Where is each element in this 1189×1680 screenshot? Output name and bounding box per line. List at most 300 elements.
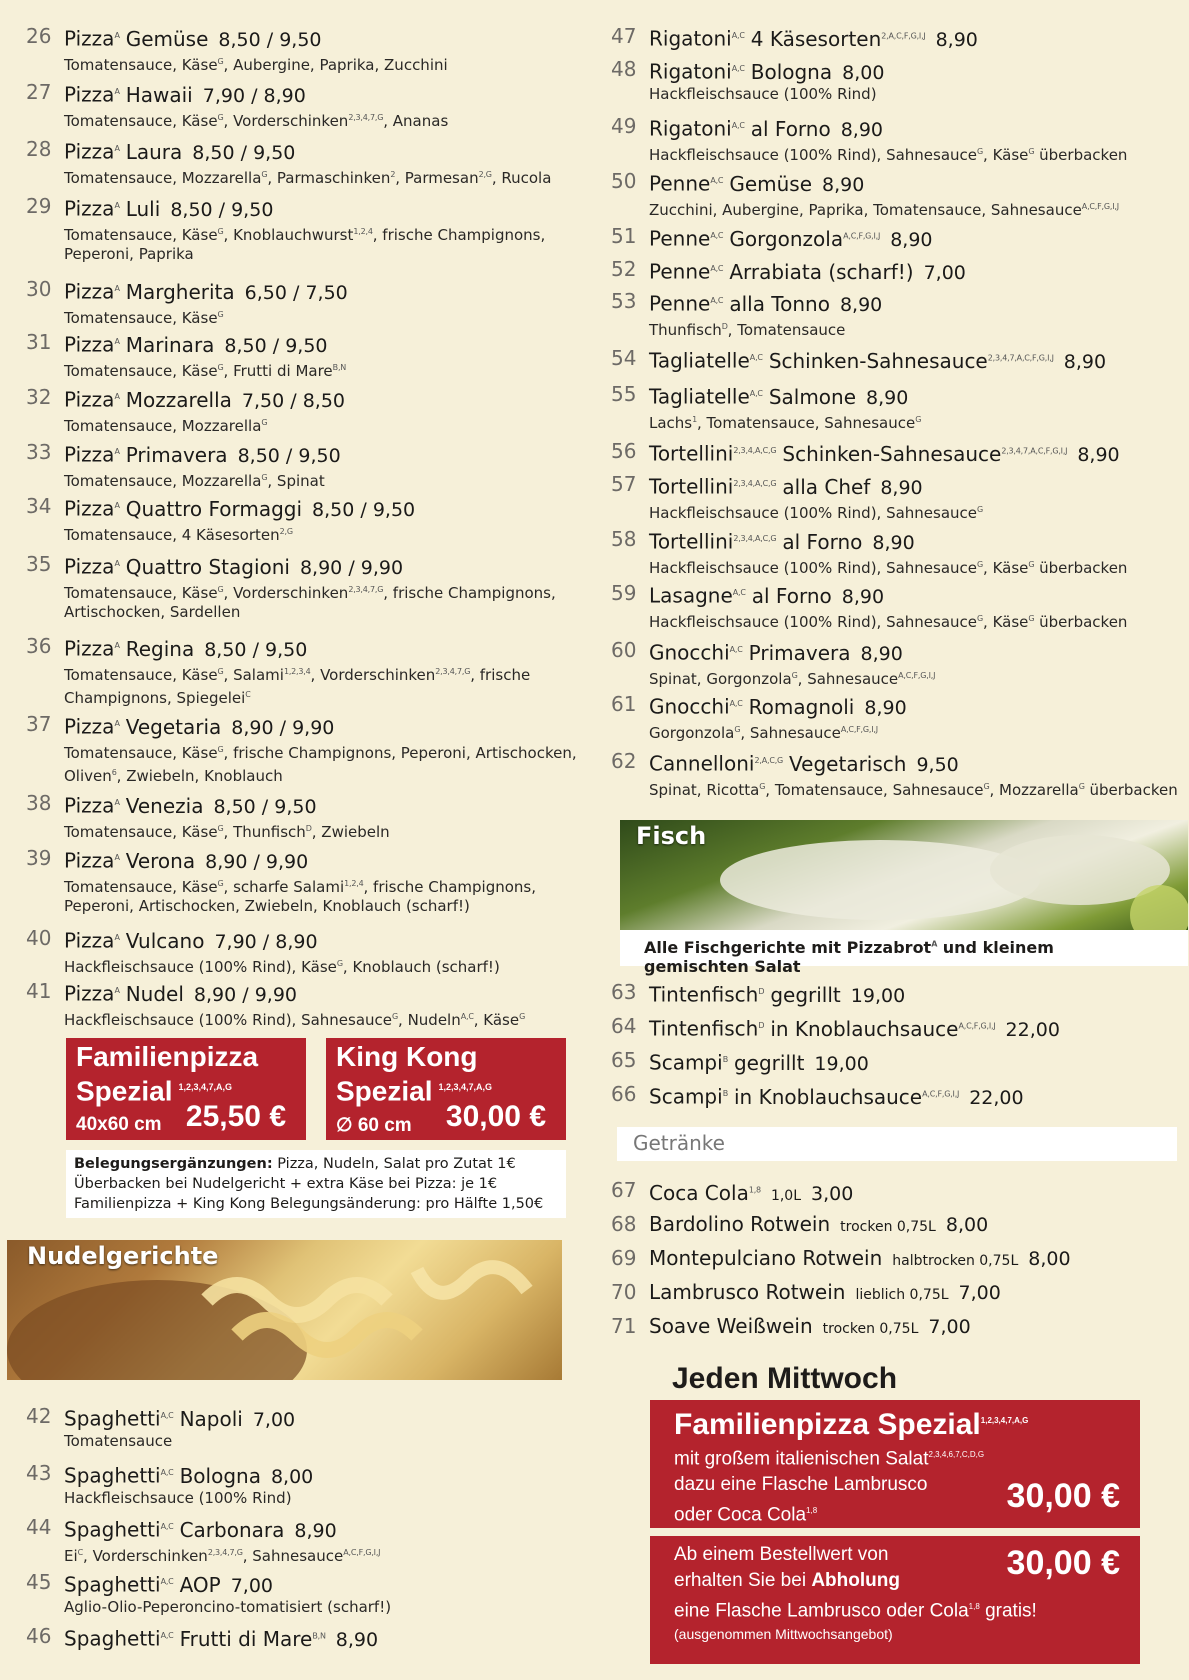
menu-item <box>611 749 1188 800</box>
item-price: 7,00 <box>252 1408 296 1431</box>
item-name: Pizza <box>64 554 115 579</box>
item-number: 33 <box>26 440 52 464</box>
item-description-allergen: 2,G <box>279 526 293 536</box>
drink-item <box>611 1178 853 1208</box>
item-price: 8,50 / 9,50 <box>170 198 274 221</box>
item-number: 32 <box>26 385 52 409</box>
item-variant: Luli <box>125 196 161 221</box>
item-title <box>64 1515 390 1543</box>
menu-item <box>26 979 535 1030</box>
item-number: 55 <box>611 382 637 406</box>
item-price: 8,90 <box>822 173 865 196</box>
menu-item <box>611 257 966 285</box>
wednesday-line3: oder Coca Cola <box>674 1504 807 1526</box>
item-price: 8,90 / 9,90 <box>205 850 309 873</box>
item-description-allergen: G <box>977 559 984 569</box>
menu-item <box>26 926 510 977</box>
pickup-line4: (ausgenommen Mittwochsangebot) <box>674 1626 893 1643</box>
item-price: 8,50 / 9,50 <box>218 28 322 51</box>
item-allergen: A <box>114 392 120 401</box>
item-description-allergen: G <box>336 958 343 968</box>
drink-item <box>611 1212 988 1239</box>
item-number: 63 <box>611 980 637 1004</box>
menu-item <box>26 80 458 131</box>
menu-item <box>611 692 907 743</box>
item-variant: Gemüse <box>125 26 209 51</box>
drink-price: 7,00 <box>928 1316 971 1338</box>
item-variant: gegrillt <box>770 982 841 1007</box>
drink-size: halbtrocken 0,75L <box>892 1253 1019 1269</box>
kingkong-box-sup: 1,2,3,4,7,A,G <box>438 1082 493 1092</box>
item-variant: Vegetaria <box>125 714 222 739</box>
menu-item <box>611 24 978 52</box>
item-allergen: A,C <box>160 1631 174 1640</box>
item-allergen: A <box>114 559 120 568</box>
item-description-allergen: G <box>217 823 224 833</box>
item-price: 7,90 / 8,90 <box>202 84 306 107</box>
menu-item <box>611 346 1106 374</box>
item-allergen: A <box>114 144 120 153</box>
item-allergen: B <box>722 1055 728 1064</box>
wednesday-headline: Familienpizza Spezial <box>674 1408 981 1441</box>
item-number: 51 <box>611 224 637 248</box>
item-variant: Salmone <box>768 384 857 409</box>
item-description: Tomatensauce, Käse$^G$, Vorderschinken$^{2,3,4,7,G}$, frische Champignons, Artischocken, Sardellen <box>64 583 556 621</box>
item-allergen: B <box>722 1089 728 1098</box>
item-title <box>64 330 356 358</box>
item-description: Tomatensauce, Käse$^G$, Thunfisch$^D$, Zwiebeln <box>64 822 390 841</box>
item-title <box>64 552 595 580</box>
item-variant: in Knoblauchsauce$^{A,C,F,G,I,J}$ <box>733 1084 960 1109</box>
item-variant-allergen: A,C,F,G,I,J <box>843 231 881 240</box>
item-allergen: A,C <box>729 699 743 708</box>
menu-item <box>26 1404 295 1451</box>
item-price: 8,90 <box>840 118 884 141</box>
drink-number: 67 <box>611 1178 637 1202</box>
item-name: Spaghetti <box>64 1406 161 1431</box>
item-number: 29 <box>26 194 52 218</box>
item-description-allergen: 2,3,4,7,G <box>207 1547 243 1557</box>
item-price: 7,00 <box>230 1574 274 1597</box>
item-name: Spaghetti <box>64 1517 161 1542</box>
item-price: 8,90 <box>872 531 915 554</box>
item-price: 8,50 / 9,50 <box>213 795 317 818</box>
item-allergen: A <box>114 337 120 346</box>
item-number: 54 <box>611 346 637 370</box>
item-name: Rigatoni <box>649 116 732 141</box>
extras-line3: Familienpizza + King Kong Belegungsänderung: pro Hälfte 1,50€ <box>74 1196 544 1212</box>
item-description: Tomatensauce <box>64 1431 173 1450</box>
item-description-allergen: G <box>983 781 990 791</box>
item-variant-allergen: A,C,F,G,I,J <box>958 1021 996 1030</box>
item-allergen: 2,A,C,G <box>754 756 784 765</box>
item-number: 53 <box>611 289 637 313</box>
family-box-line1: Familienpizza <box>76 1041 259 1072</box>
item-allergen: A,C <box>160 1468 174 1477</box>
drink-name-allergen: 1,8 <box>748 1185 761 1194</box>
drink-name: Soave Weißwein <box>649 1314 813 1338</box>
item-description: Tomatensauce, Käse$^G$ <box>64 308 224 327</box>
item-variant: Nudel <box>125 981 184 1006</box>
menu-item <box>611 527 1137 578</box>
item-title <box>649 224 933 252</box>
drink-item <box>611 1280 1001 1307</box>
item-variant: Marinara <box>125 332 215 357</box>
item-number: 57 <box>611 472 637 496</box>
item-title <box>64 385 345 413</box>
item-number: 42 <box>26 1404 52 1428</box>
item-price: 8,90 <box>335 1628 379 1651</box>
item-number: 66 <box>611 1082 637 1106</box>
drink-item <box>611 1246 1071 1273</box>
item-number: 64 <box>611 1014 637 1038</box>
item-variant: Napoli <box>179 1406 243 1431</box>
menu-item <box>611 1048 869 1076</box>
item-variant: al Forno <box>751 583 832 608</box>
item-variant: Hawaii <box>125 82 193 107</box>
item-title <box>64 926 510 954</box>
item-price: 19,00 <box>850 984 906 1007</box>
item-name: Lasagne <box>649 583 733 608</box>
item-description-allergen: A,C,F,G,I,J <box>343 1547 381 1557</box>
item-variant: gegrillt <box>733 1050 805 1075</box>
kingkong-box-line2: Spezial <box>336 1075 433 1107</box>
item-description: Tomatensauce, Käse$^G$, Knoblauchwurst$^{1,2,4}$, frische Champignons, Peperoni, Paprika <box>64 225 546 263</box>
item-name: Tintenfisch <box>649 982 759 1007</box>
item-number: 43 <box>26 1461 52 1485</box>
item-name: Rigatoni <box>649 26 732 51</box>
item-allergen: A,C <box>731 31 745 40</box>
item-variant: al Forno <box>750 116 831 141</box>
item-description-allergen: 1,2,4 <box>344 878 364 888</box>
item-variant: Schinken-Sahnesauce$^{2,3,4,7,A,C,F,G,I,J}$ <box>782 441 1068 466</box>
item-allergen: A <box>114 284 120 293</box>
item-allergen: A <box>114 641 120 650</box>
item-name: Pizza <box>64 981 115 1006</box>
item-description: Tomatensauce, Käse$^G$, Frutti di Mare$^{B,N}$ <box>64 361 347 380</box>
menu-item <box>611 1014 1060 1042</box>
item-allergen: A <box>114 201 120 210</box>
item-allergen: A <box>114 798 120 807</box>
drink-name: Lambrusco Rotwein <box>649 1280 846 1304</box>
item-title <box>64 1570 401 1598</box>
item-name: Penne <box>649 226 711 251</box>
item-allergen: A,C <box>729 645 743 654</box>
family-box-line2: Spezial <box>76 1075 173 1107</box>
menu-item <box>611 472 993 523</box>
item-price: 8,90 <box>935 28 978 51</box>
wednesday-title: Jeden Mittwoch <box>672 1362 898 1395</box>
menu-item <box>611 638 945 689</box>
item-name: Pizza <box>64 793 115 818</box>
drink-price: 8,00 <box>945 1214 989 1236</box>
item-name: Pizza <box>64 496 115 521</box>
item-title <box>64 277 348 305</box>
item-allergen: A,C <box>749 389 763 398</box>
wednesday-headline-sup: 1,2,3,4,7,A,G <box>980 1416 1029 1425</box>
item-name: Pizza <box>64 196 115 221</box>
drink-number: 68 <box>611 1212 637 1236</box>
item-description-allergen: G <box>217 56 224 66</box>
item-price: 7,00 <box>923 261 966 284</box>
item-variant: Gorgonzola$^{A,C,F,G,I,J}$ <box>729 226 881 251</box>
drink-number: 70 <box>611 1280 637 1304</box>
item-variant: in Knoblauchsauce$^{A,C,F,G,I,J}$ <box>770 1016 996 1041</box>
item-description: Tomatensauce, Mozzarella$^G$ <box>64 416 268 435</box>
item-title <box>649 346 1106 374</box>
item-price: 8,50 / 9,50 <box>192 141 296 164</box>
item-description: $Ei^C$, Vorderschinken$^{2,3,4,7,G}$, Sahnesauce$^{A,C,F,G,I,J}$ <box>64 1546 381 1565</box>
item-description: Spinat, Ricotta$^G$, Tomatensauce, Sahnesauce$^G$, Mozzarella$^G$ überbacken <box>649 780 1178 799</box>
item-allergen: A,C <box>160 1577 174 1586</box>
item-title <box>649 169 1129 197</box>
kingkong-box-size: ∅ 60 cm <box>336 1115 412 1137</box>
item-variant: Vegetarisch <box>789 751 907 776</box>
item-number: 38 <box>26 791 52 815</box>
item-number: 39 <box>26 846 52 870</box>
item-description-allergen: D <box>721 321 728 331</box>
item-name: Penne <box>649 171 711 196</box>
item-description-allergen: G <box>217 878 224 888</box>
item-variant: Venezia <box>125 793 204 818</box>
item-variant: AOP <box>179 1572 221 1597</box>
item-name: Spaghetti <box>64 1626 161 1651</box>
menu-item <box>26 791 400 842</box>
item-description-allergen: 1,2,3,4 <box>283 666 311 676</box>
item-description-allergen: 1 <box>692 414 698 424</box>
item-name: Pizza <box>64 636 115 661</box>
wednesday-price: 30,00 € <box>1006 1477 1120 1515</box>
item-variant: Mozzarella <box>125 387 232 412</box>
item-variant: 4 Käsesorten$^{2,A,C,F,G,I,J}$ <box>750 26 926 51</box>
item-description-allergen: G <box>977 146 984 156</box>
family-box-price: 25,50 € <box>185 1100 286 1133</box>
item-name: Pizza <box>64 714 115 739</box>
item-price: 8,50 / 9,50 <box>237 444 341 467</box>
menu-item <box>611 224 933 252</box>
item-description-allergen: A,C,F,G,I,J <box>898 670 936 680</box>
item-price: 8,90 <box>866 386 909 409</box>
item-description: Hackfleischsauce (100% Rind), Sahnesauce$^G$, Käse$^G$ überbacken <box>649 558 1128 577</box>
item-name: Spaghetti <box>64 1463 161 1488</box>
menu-item <box>26 440 341 491</box>
item-number: 56 <box>611 439 637 463</box>
item-allergen: A,C <box>160 1522 174 1531</box>
item-name: Tagliatelle <box>649 384 750 409</box>
item-name: Pizza <box>64 279 115 304</box>
item-description-allergen: 1,2,4 <box>353 226 373 236</box>
item-price: 8,90 / 9,90 <box>299 556 404 579</box>
item-description: Tomatensauce, Käse$^G$, Aubergine, Paprika, Zucchini <box>64 55 448 74</box>
item-description: Spinat, Gorgonzola$^G$, Sahnesauce$^{A,C,F,G,I,J}$ <box>649 669 936 688</box>
item-price: 7,50 / 8,50 <box>241 389 346 412</box>
menu-item <box>26 194 595 264</box>
item-number: 46 <box>26 1624 52 1648</box>
item-name: Pizza <box>64 442 115 467</box>
item-allergen: A <box>114 853 120 862</box>
drinks-header: Getränke <box>617 1127 1177 1161</box>
pickup-line2b: Abholung <box>811 1570 900 1591</box>
extras-line1: Pizza, Nudeln, Salat pro Zutat 1€ <box>272 1156 516 1172</box>
item-description-allergen: G <box>915 414 922 424</box>
item-price: 8,90 <box>864 696 907 719</box>
item-variant: alla Chef <box>782 474 871 499</box>
pickup-price: 30,00 € <box>1006 1544 1120 1582</box>
item-description-allergen: G <box>1028 559 1035 569</box>
item-title <box>649 980 905 1008</box>
pickup-line3-sup: 1,8 <box>968 1602 980 1611</box>
menu-item <box>611 382 931 433</box>
item-title <box>649 1082 1024 1110</box>
item-number: 52 <box>611 257 637 281</box>
menu-item <box>26 330 356 381</box>
item-description-allergen: A,C <box>460 1011 474 1021</box>
wednesday-line2: dazu eine Flasche Lambrusco <box>674 1474 928 1496</box>
item-price: 7,90 / 8,90 <box>214 930 318 953</box>
item-number: 36 <box>26 634 52 658</box>
pickup-line2a: erhalten Sie bei <box>674 1570 812 1591</box>
item-title <box>64 194 595 222</box>
fish-caption-allergen: A <box>931 939 938 949</box>
item-name: Penne <box>649 291 711 316</box>
item-title <box>649 749 1188 777</box>
item-title <box>64 440 341 468</box>
item-description: Tomatensauce, 4 Käsesorten$^{2,G}$ <box>64 525 293 544</box>
item-description-allergen: 2,G <box>478 169 492 179</box>
fish-caption <box>620 930 1188 976</box>
item-name: Gnocchi <box>649 694 730 719</box>
item-description-allergen: C <box>245 689 251 699</box>
menu-item <box>611 169 1129 220</box>
drink-number: 69 <box>611 1246 637 1270</box>
wednesday-line1: mit großem italienischen Salat <box>674 1448 929 1470</box>
item-name: Pizza <box>64 26 115 51</box>
item-allergen: A,C <box>710 231 724 240</box>
item-name: Pizza <box>64 848 115 873</box>
item-variant: Laura <box>125 139 183 164</box>
item-variant: Regina <box>125 636 195 661</box>
kingkong-box <box>326 1038 566 1140</box>
family-box-size: 40x60 cm <box>76 1114 162 1136</box>
item-price: 8,50 / 9,50 <box>224 334 328 357</box>
item-number: 26 <box>26 24 52 48</box>
item-description-allergen: G <box>217 584 224 594</box>
item-allergen: A,C <box>710 296 724 305</box>
item-description-allergen: G <box>519 1011 526 1021</box>
item-name: Pizza <box>64 387 115 412</box>
drink-size: 1,0L <box>770 1187 802 1204</box>
item-variant-allergen: 2,3,4,7,A,C,F,G,I,J <box>1001 446 1068 455</box>
item-name: Tortellini <box>649 529 734 554</box>
item-description: Gorgonzola$^G$, Sahnesauce$^{A,C,F,G,I,J}$ <box>649 723 878 742</box>
item-title <box>649 1014 1060 1042</box>
drink-title <box>649 1212 988 1239</box>
menu-item <box>26 1624 378 1652</box>
item-name: Pizza <box>64 928 115 953</box>
item-allergen: A <box>114 986 120 995</box>
wednesday-line1-sup: 2,3,4,6,7,C,D,G <box>928 1450 985 1459</box>
drink-price: 7,00 <box>958 1282 1001 1304</box>
item-name: Spaghetti <box>64 1572 161 1597</box>
item-title <box>64 24 458 52</box>
item-allergen: A <box>114 87 120 96</box>
item-allergen: A,C <box>731 121 745 130</box>
item-number: 41 <box>26 979 52 1003</box>
drink-title <box>649 1314 971 1341</box>
drink-title <box>649 1280 1001 1307</box>
item-description: Tomatensauce, Mozzarella$^G$, Spinat <box>64 471 325 490</box>
item-number: 31 <box>26 330 52 354</box>
item-name: Tagliatelle <box>649 348 750 373</box>
item-variant: Bologna <box>179 1463 261 1488</box>
item-price: 22,00 <box>969 1086 1024 1109</box>
item-price: 8,90 <box>841 585 885 608</box>
drink-title <box>649 1178 853 1208</box>
menu-item <box>611 980 905 1008</box>
item-allergen: A,C <box>710 264 724 273</box>
item-title <box>64 80 458 108</box>
item-description-allergen: 6 <box>111 767 117 777</box>
item-description-allergen: A,C,F,G,I,J <box>840 724 878 734</box>
fish-caption-text: Alle Fischgerichte mit Pizzabrot$^A$ und kleinem gemischten Salat <box>644 938 1054 976</box>
menu-item <box>26 846 595 916</box>
drink-title <box>649 1246 1071 1273</box>
menu-item <box>611 114 1137 165</box>
item-title <box>649 439 1120 467</box>
item-description-allergen: 2,3,4,7,G <box>348 112 384 122</box>
menu-item <box>26 1461 313 1508</box>
item-title <box>649 257 966 285</box>
menu-item <box>611 289 882 340</box>
item-description: Hackfleischsauce (100% Rind) <box>64 1488 292 1507</box>
item-description: Thunfisch$^D$, Tomatensauce <box>649 320 846 339</box>
item-number: 34 <box>26 494 52 518</box>
item-description: Lachs$^1$, Tomatensauce, Sahnesauce$^G$ <box>649 413 922 432</box>
item-variant-allergen: 2,3,4,7,A,C,F,G,I,J <box>987 353 1054 362</box>
item-title <box>64 979 535 1007</box>
drink-price: 8,00 <box>1028 1248 1071 1270</box>
item-allergen: A <box>114 501 120 510</box>
item-price: 8,90 <box>880 476 923 499</box>
pasta-banner-image <box>7 1240 562 1380</box>
kingkong-box-line1: King Kong <box>336 1041 478 1072</box>
item-name: Gnocchi <box>649 640 730 665</box>
menu-item <box>611 581 1137 632</box>
item-name: Cannelloni <box>649 751 755 776</box>
item-title <box>64 137 561 165</box>
item-title <box>64 494 415 522</box>
drink-name: Coca Cola$^{1,8}$ <box>649 1180 761 1205</box>
item-description-allergen: 2,3,4,7,G <box>435 666 471 676</box>
menu-item <box>26 277 348 328</box>
item-variant: Verona <box>125 848 196 873</box>
item-variant: Frutti di Mare$^{B,N}$ <box>179 1626 326 1651</box>
pickup-line3b: gratis! <box>979 1600 1037 1622</box>
item-allergen: A <box>114 447 120 456</box>
item-variant: Quattro Formaggi <box>125 496 303 521</box>
item-description-allergen: G <box>977 504 984 514</box>
menu-item <box>611 57 887 104</box>
item-allergen: A <box>114 719 120 728</box>
item-description-allergen: B,N <box>332 362 347 372</box>
item-description: Tomatensauce, Mozzarella$^G$, Parmaschinken$^2$, Parmesan$^{2,G}$, Rucola <box>64 168 552 187</box>
item-number: 30 <box>26 277 52 301</box>
item-price: 8,90 / 9,90 <box>231 716 335 739</box>
item-title <box>64 1624 378 1652</box>
item-description-allergen: G <box>217 362 224 372</box>
item-number: 60 <box>611 638 637 662</box>
item-title <box>64 1461 313 1489</box>
